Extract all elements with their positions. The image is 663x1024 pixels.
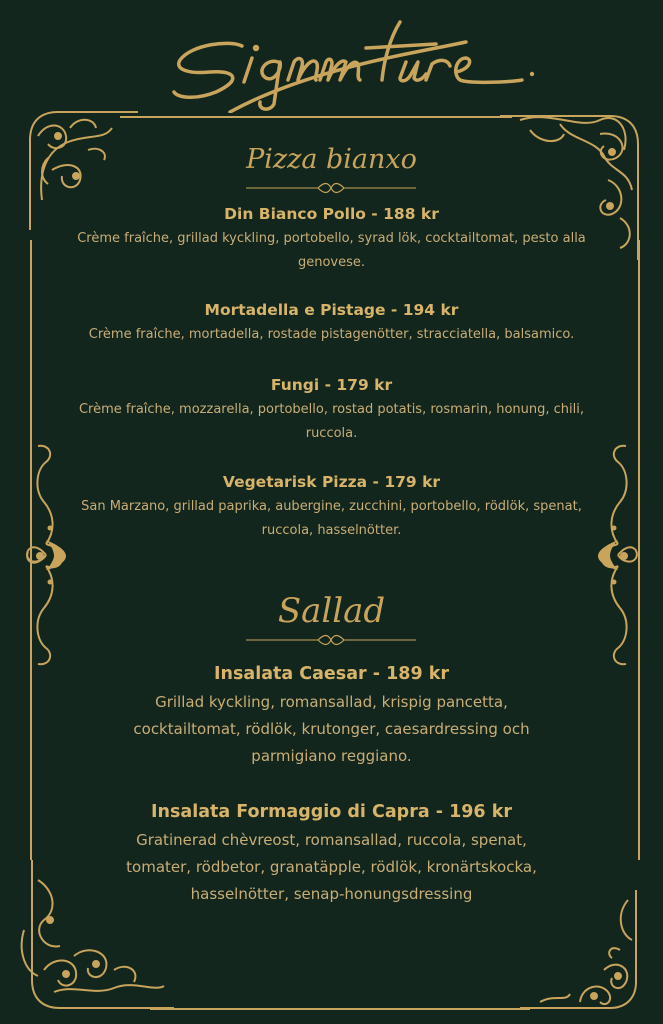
corner-ornament-bottom-right [520,890,650,1020]
menu-item-description: Crème fraîche, grillad kyckling, portobello, syrad lök, cocktailtomat, pesto alla genovese. [77,231,586,270]
menu-item [110,799,553,908]
section-title-sallad: Sallad [277,591,386,631]
menu-item [60,299,603,347]
menu-item-title: Insalata Caesar - 189 kr [214,664,449,684]
menu-item [60,471,603,543]
menu-item-title: Mortadella e Pistage - 194 kr [204,301,459,319]
menu-item-description: Crème fraîche, mortadella, rostade pistagenötter, stracciatella, balsamico. [88,327,575,342]
frame-bottom-line [150,1008,530,1010]
menu-item-title: Din Bianco Pollo - 188 kr [224,205,439,223]
menu-item-description: Crème fraîche, mozzarella, portobello, rostad potatis, rosmarin, honung, chili, ruccola. [78,402,585,441]
section-title-pizza-bianco: Pizza bianxo [246,144,417,175]
menu-item-title: Vegetarisk Pizza - 179 kr [222,473,441,491]
menu-item [60,374,603,446]
menu-item-description: San Marzano, grillad paprika, aubergine, zucchini, portobello, rödlök, spenat, ruccola, hasselnötter. [81,499,582,538]
signature-logo [170,8,540,113]
menu-item-title: Insalata Formaggio di Capra - 196 kr [151,802,512,822]
signature-logo-mark [170,8,540,113]
menu-item [60,203,603,275]
menu-item [110,661,553,770]
menu-item-title: Fungi - 179 kr [270,376,393,394]
menu-item-description: Gratinerad chèvreost, romansallad, ruccola, spenat, tomater, rödbetor, granatäpple, rödlök, kronärtskocka, hasselnötter, senap-honungsdressing [126,831,537,903]
frame-top-line [120,116,512,118]
section-divider [246,634,416,646]
section-divider [246,182,416,194]
menu-item-description: Grillad kyckling, romansallad, krispig pancetta, cocktailtomat, rödlök, krutonger, caesardressing och parmigiano reggiano. [133,693,530,765]
